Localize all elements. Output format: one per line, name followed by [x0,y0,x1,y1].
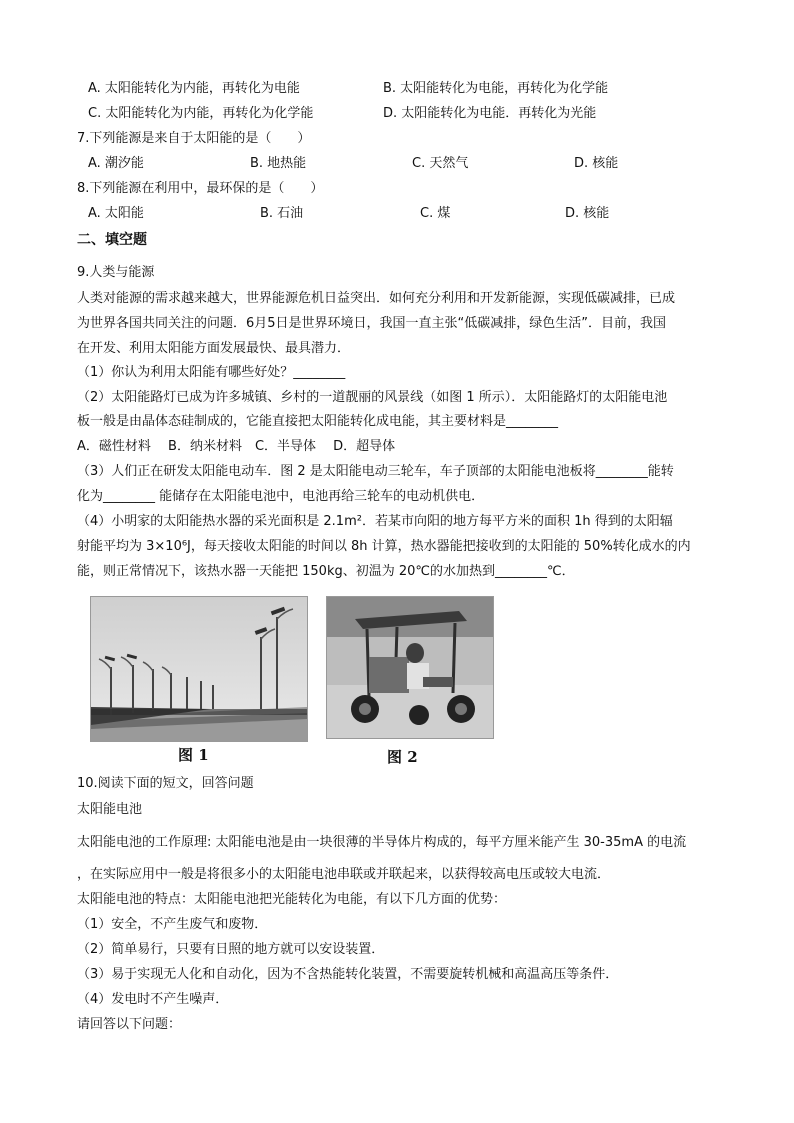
q7-option-c: C. 天然气 [412,156,469,171]
q10-feature-2: （2）简单易行，只要有日照的地方就可以安设装置． [77,942,385,957]
q7-option-a: A. 潮汐能 [88,156,144,171]
q9-sub1: （1）你认为利用太阳能有哪些好处？________ [77,365,346,380]
q10-feature-3: （3）易于实现无人化和自动化，因为不含热能转化装置，不需要旋转机械和高温高压等条件． [77,967,619,982]
q10-feature-4: （4）发电时不产生噪声． [77,992,229,1007]
q6-option-c: C. 太阳能转化为内能，再转化为化学能 [88,106,314,121]
q9-sub3-line1: （3）人们正在研发太阳能电动车．图 2 是太阳能电动三轮车，车子顶部的太阳能电池板将________能转 [77,464,674,479]
q8-option-b: B. 石油 [260,206,304,221]
figure-1-caption: 图 1 [178,746,209,764]
q10-title: 10.阅读下面的短文，回答问题 [77,776,254,791]
q10-paragraph-line2: ，在实际应用中一般是将很多小的太阳能电池串联或并联起来，以获得较高电压或较大电流． [77,867,611,882]
q7-option-b: B. 地热能 [250,156,307,171]
q8-stem: 8.下列能源在利用中，最环保的是（ ） [77,181,324,196]
q7-option-d: D. 核能 [574,156,619,171]
q6-option-b: B. 太阳能转化为电能，再转化为化学能 [383,81,609,96]
q8-option-d: D. 核能 [565,206,610,221]
q9-sub2-options: A．磁性材料 B．纳米材料 C．半导体 D．超导体 [77,439,396,454]
figure-2-solar-tricycle [326,596,494,739]
q10-prompt: 请回答以下问题： [77,1017,182,1032]
q9-sub4-line2: 射能平均为 3×10⁶J，每天接收太阳能的时间以 8h 计算，热水器能把接收到的太阳能的 50%转化成水的内 [77,539,691,554]
q9-paragraph-line1: 人类对能源的需求越来越大，世界能源危机日益突出．如何充分利用和开发新能源，实现低碳减排，已成 [77,291,676,306]
q9-sub3-line2: 化为________ 能储存在太阳能电池中，电池再给三轮车的电动机供电． [77,489,485,504]
q9-sub2-line2: 板一般是由晶体态硅制成的，它能直接把太阳能转化成电能，其主要材料是________ [77,414,559,429]
q6-option-a: A. 太阳能转化为内能，再转化为电能 [88,81,300,96]
q7-stem: 7.下列能源是来自于太阳能的是（ ） [77,131,311,146]
q10-feature-1: （1）安全，不产生废气和废物． [77,917,268,932]
q10-paragraph-line1: 太阳能电池的工作原理: 太阳能电池是由一块很薄的半导体片构成的，每平方厘米能产生 30-35mA 的电流 [77,835,687,850]
section-title-fill-in: 二、填空题 [77,232,147,248]
figure-1-solar-street-lights [90,596,308,742]
figure-2-caption: 图 2 [387,748,418,766]
q10-features-intro: 太阳能电池的特点：太阳能电池把光能转化为电能，有以下几方面的优势： [77,892,507,907]
q9-sub4-line1: （4）小明家的太阳能热水器的采光面积是 2.1m²．若某市向阳的地方每平方米的面积 1h 得到的太阳辐 [77,514,673,529]
q10-subtitle: 太阳能电池 [77,802,143,817]
q9-paragraph-line3: 在开发、利用太阳能方面发展最快、最具潜力． [77,341,351,356]
q9-title: 9.人类与能源 [77,265,155,280]
q9-sub4-line3: 能，则正常情况下，该热水器一天能把 150kg、初温为 20℃的水加热到________℃． [77,564,575,579]
q8-option-a: A. 太阳能 [88,206,144,221]
q9-sub2-line1: （2）太阳能路灯已成为许多城镇、乡村的一道靓丽的风景线（如图 1 所示）．太阳能路灯的太阳能电池 [77,390,668,405]
q8-option-c: C. 煤 [420,206,451,221]
q9-paragraph-line2: 为世界各国共同关注的问题．6月5日是世界环境日，我国一直主张“低碳减排，绿色生活”．目前，我国 [77,316,667,331]
q6-option-d: D. 太阳能转化为电能．再转化为光能 [383,106,597,121]
